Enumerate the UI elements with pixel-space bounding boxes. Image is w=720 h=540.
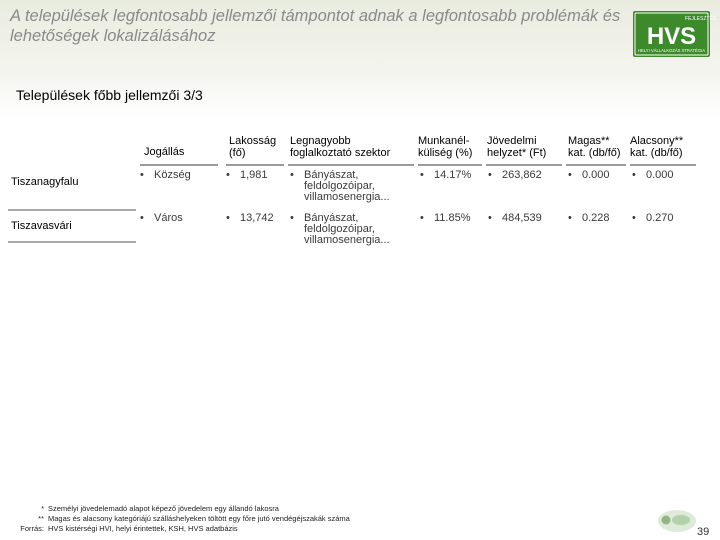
- logo-main-text: HVS: [646, 23, 697, 50]
- slide-title: A települések legfontosabb jellemzői támpontot adnak a legfontosabb problémák és lehetőségek lokalizálásához: [10, 7, 621, 45]
- cell-munkanelkuliseg: • 11.85%: [420, 212, 471, 224]
- cell-jovedelmi: • 263,862: [488, 169, 542, 181]
- cell-jogallas: • Város: [140, 212, 183, 224]
- header-rule: [486, 164, 562, 166]
- row-town-name: Tiszanagyfalu: [11, 176, 79, 188]
- footnote: Forrás: HVS kistérségi HVI, helyi érintettek, KSH, HVS adatbázis: [20, 524, 238, 533]
- col-header-jovedelmi: Jövedelmi helyzet* (Ft): [487, 135, 547, 159]
- header-rule: [418, 164, 482, 166]
- header-rule: [630, 164, 696, 166]
- cell-lakossag: • 13,742: [226, 212, 274, 224]
- row-separator: [8, 241, 136, 243]
- col-header-munkanelkuliseg: Munkanél- küliség (%): [418, 135, 473, 159]
- page-number: 39: [697, 526, 710, 538]
- col-header-lakossag: Lakosság (fő): [229, 135, 277, 159]
- cell-szektor: • Bányászat, feldolgozóipar, villamosenergia...: [290, 169, 390, 203]
- footnote: * Személyi jövedelemadó alapot képező jövedelem egy állandó lakosra: [41, 504, 279, 513]
- row-separator: [8, 209, 136, 211]
- section-subtitle: Települések főbb jellemzői 3/3: [16, 87, 203, 103]
- row-town-name: Tiszavasvári: [11, 220, 72, 232]
- cell-jogallas: • Község: [140, 169, 191, 181]
- cell-alacsony: • 0.000: [632, 169, 674, 181]
- cell-munkanelkuliseg: • 14.17%: [420, 169, 472, 181]
- cell-alacsony: • 0.270: [632, 212, 674, 224]
- logo-top-text: FEJLESZTÉS: [685, 16, 717, 22]
- page-badge-icon: [655, 505, 703, 535]
- cell-szektor: • Bányászat, feldolgozóipar, villamosenergia...: [290, 212, 390, 246]
- footnote: ** Magas és alacsony kategóriájú szálláshelyeken töltött egy főre jutó vendégéjszakák száma: [38, 514, 350, 523]
- header-rule: [288, 164, 414, 166]
- footnotes: [6, 504, 350, 534]
- cell-magas: • 0.228: [568, 212, 610, 224]
- logo-bottom-text: HELYI VÁLLALKOZÁS STRATÉGIA: [637, 48, 706, 53]
- cell-magas: • 0.000: [568, 169, 610, 181]
- col-header-jogallas: Jogállás: [144, 146, 185, 158]
- header-rule: [226, 164, 284, 166]
- cell-lakossag: • 1,981: [226, 169, 268, 181]
- header-rule: [140, 164, 218, 166]
- col-header-alacsony: Alacsony** kat. (db/fő): [630, 135, 684, 159]
- cell-jovedelmi: • 484,539: [488, 212, 542, 224]
- col-header-magas: Magas** kat. (db/fő): [568, 135, 621, 159]
- hvs-logo: [633, 11, 717, 57]
- header-rule: [566, 164, 626, 166]
- col-header-szektor: Legnagyobb foglalkoztató szektor: [290, 135, 391, 159]
